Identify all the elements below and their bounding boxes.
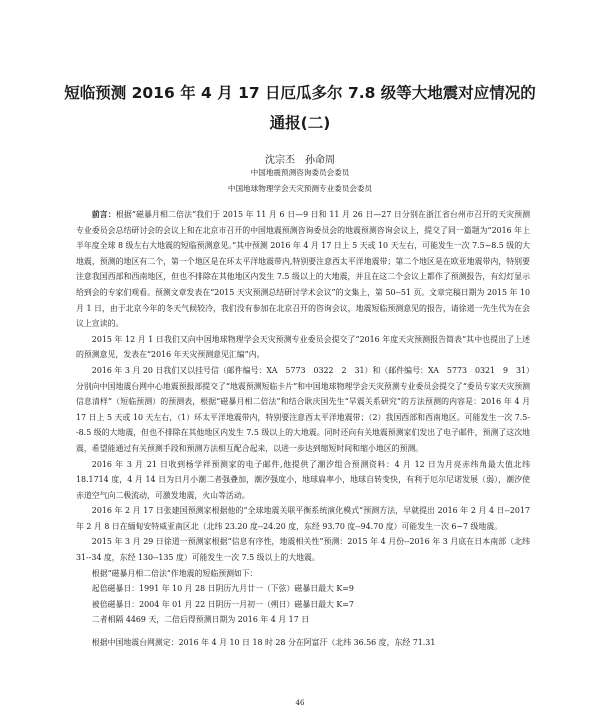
paragraph: 2015 年 12 月 1 日我们又向中国地球物理学会天灾预测专业委员会提交了“2016 年度天灾预测报告简表”其中也提出了上述的预测意见，发表在“2016 年天灾预测意见汇编”内。 <box>76 334 530 360</box>
affiliation-1: 中国地震预测咨询委员会委员 <box>250 168 350 177</box>
paper-title <box>40 78 560 138</box>
affiliation-2: 中国地球物理学会天灾预测专业委员会委员 <box>227 184 373 193</box>
paragraph: 根据“磁暴月相二倍法”作地震的短临预测如下： <box>91 568 258 578</box>
paragraph-preface <box>76 207 530 332</box>
paragraph: 起倍磁暴日：1991 年 10 月 28 日阴历九月廿一（下弦）磁暴日最大 K=9 <box>91 584 354 594</box>
preface-lead: 前言： <box>91 210 116 219</box>
preface-text: 根据“磁暴月相二倍法”我们于 2015 年 11 月 6 日—9 日和 11 月 26 日—27 日分别在浙江省台州市召开的天灾预测专业委员会总结研讨会的会议上和在北京市召开的中国地震预测咨询委员会的地震预测咨询会议上，提交了同一篇题为“2016 年上半年度全球 8 级左右大地震的短临预测意见。”其中预测 2016 年 4 月 17 日上 5 天或 10 天左右，可能发生一次 7.5~8.5 级的大地震，预测的地区有二个，第一个地区是在环太平洋地震带内,特别要注意西太平洋地震带；第二个地区是在欧亚地震带内，特别要注意我国西部和西南地区，但也不排除在其他地区内发生 7.5 级以上的大地震，并且在这二个会议上都作了预测报告，有幻灯显示给到会的专家们观看。预测文章发表在“2015 天灾预测总结研讨学术会议”的文集上，第 50--51 页。文章完稿日期为 2015 年 10 月 1 日，由于北京今年的冬天气候较冷，我们没有参加在北京召开的咨询会议，地震短临预测意见的报告，请徐道一先生代为在会议上宣读的。 <box>76 210 530 329</box>
paragraph: 2016 年 3 月 20 日我们又以挂号信（邮件编号：XA 5773 0322 2 31）和（邮件编号：XA 5773 0321 9 31）分别向中国地震台网中心地震预报部提交了“地震预测短临卡片”和中国地球物理学会天灾预测专业委员会提交了“委员专家天灾预测信息清样”（短临预测）的预测表，根据“磁暴月相二倍法”和结合耿庆国先生“旱震关系研究”的方法预测的内容是：2016 年 4 月 17 日上 5 天或 10 天左右，（1）环太平洋地震带内，特别要注意西太平洋地震带；（2）我国西部和西南地区。可能发生一次 7.5--8.5 级的大地震，但也不排除在其他地区内发生 7.5 级以上的大地震。同时还向有关地震预测家们发出了电子邮件，预测了这次地震，希望能通过有关预测手段和预测方法相互配合起来，以进一步达到缩短时间和缩小地区的预测。 <box>76 365 530 453</box>
article-body <box>76 207 530 651</box>
paragraph: 二者相隔 4469 天，二倍后得预测日期为 2016 年 4 月 17 日 <box>91 615 310 625</box>
paragraph: 2016 年 2 月 17 日张建国预测家根据他的“全球地震关联平衡系统演化模式”预测方法，早就提出 2016 年 2 月 4 日--2017 年 2 月 8 日在缅甸安特威亚南区北（北纬 23.20 度--24.20 度，东经 93.70 度--94.70 度）可能发生一次 6~7 级地震。 <box>76 506 530 531</box>
paragraph: 被倍磁暴日：2004 年 01 月 22 日阴历一月初一（朔日）磁暴日最大 K=7 <box>91 599 354 609</box>
paragraph: 2016 年 3 月 21 日收到杨学祥预测家的电子邮件,他提供了潮汐组合预测资料：4 月 12 日为月亮赤纬角最大值北纬 18.1714 度，4 月 14 日为日月小潮二者强叠加，潮汐强度小，地球扁率小，地球自转变快，有利于厄尔尼诺发展（弱），潮汐使赤道空气向二极流动，可激发地震，火山等活动。 <box>76 459 530 500</box>
title-line-2: 通报(二) <box>269 114 331 132</box>
paragraph: 2015 年 3 月 29 日徐道一预测家根据“信息有序性，地震相关性”预测：2015 年 4 月份--2016 年 3 月底在日本南部（北纬 31--34 度，东经 130--135 度）可能发生一次 7.5 级以上的大地震。 <box>76 537 530 563</box>
page-number: 46 <box>295 699 305 707</box>
title-line-1: 短临预测 2016 年 4 月 17 日厄瓜多尔 7.8 级等大地震对应情况的 <box>64 84 536 102</box>
paragraph: 根据中国地震台网测定：2016 年 4 月 10 日 18 时 28 分在阿富汗（北纬 36.56 度，东经 71.31 <box>91 638 436 648</box>
authors: 沈宗丕 孙命周 <box>265 155 335 166</box>
